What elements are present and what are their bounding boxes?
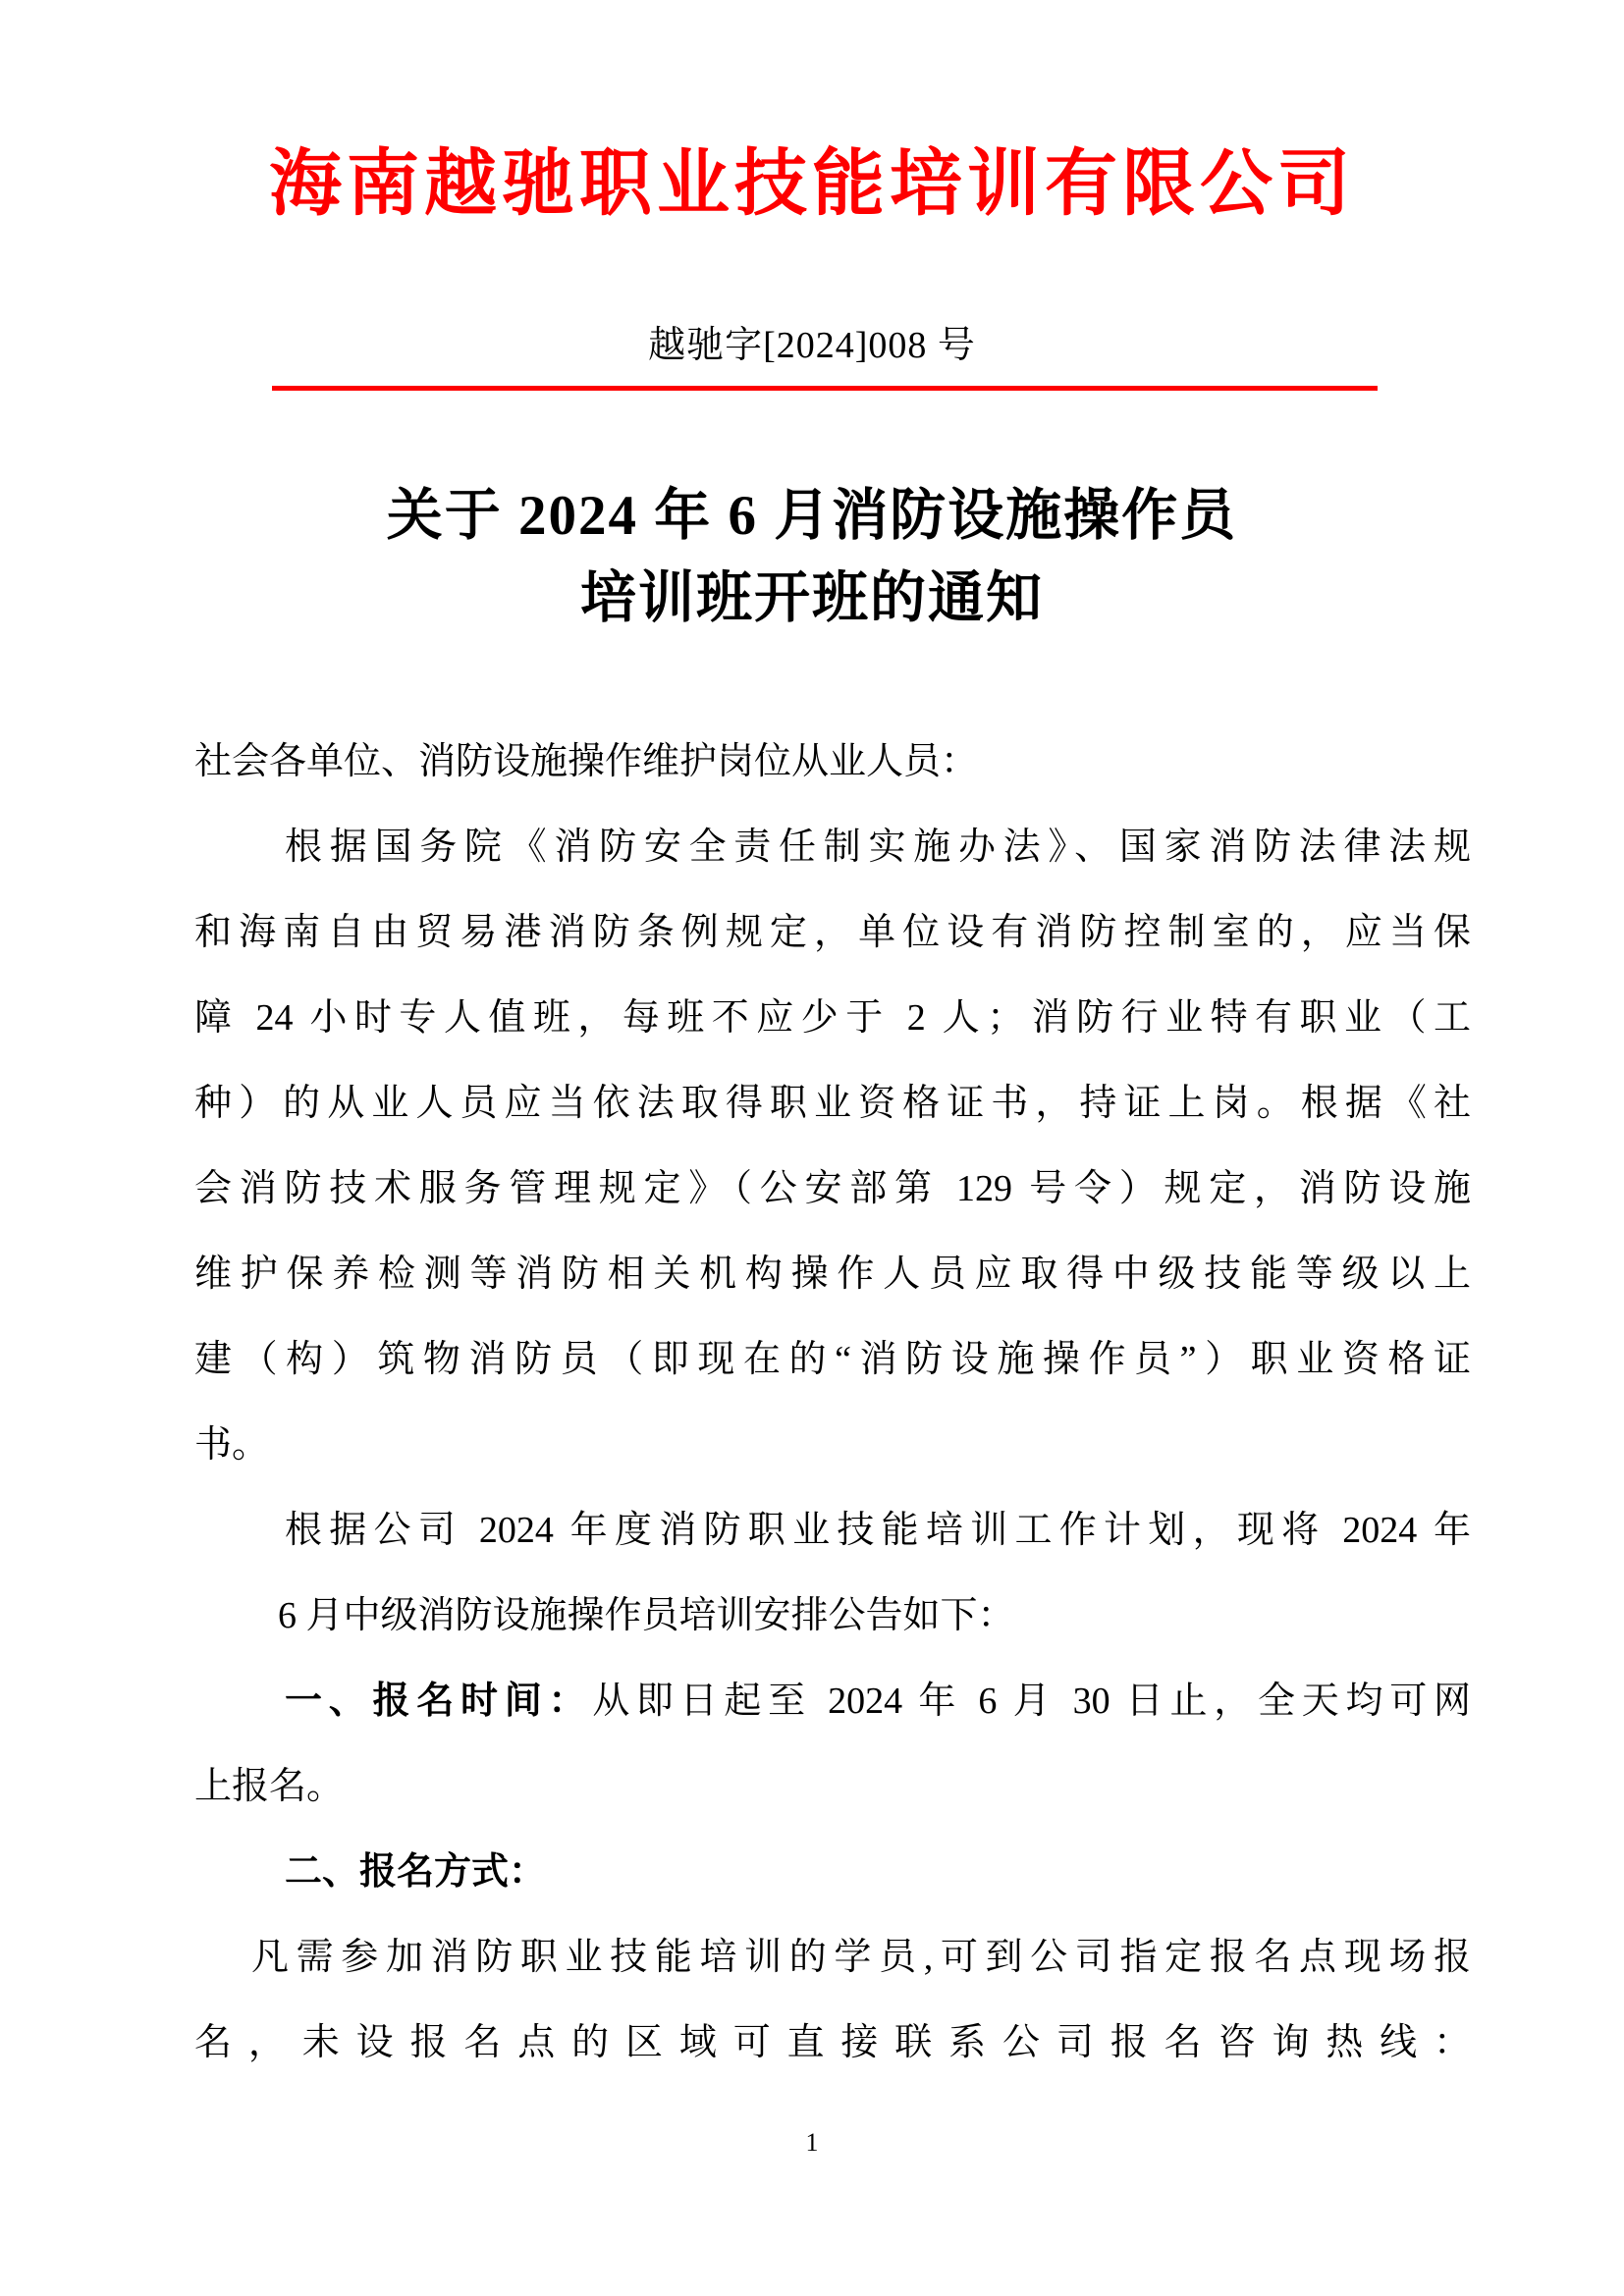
- body-line: [194, 1317, 1471, 1403]
- text-run: 会消防技术服务管理规定》（公安部第 129 号令）规定，消防设施: [194, 1168, 1471, 1209]
- body-line: [194, 1403, 1471, 1488]
- notice-title: [0, 475, 1624, 640]
- page-number: 1: [805, 2128, 819, 2157]
- text-run: 社会各单位、消防设施操作维护岗位从业人员：: [194, 741, 979, 782]
- text-run: 和海南自由贸易港消防条例规定，单位设有消防控制室的，应当保: [194, 912, 1471, 953]
- body-line: [194, 805, 1471, 890]
- text-run: 建（构）筑物消防员（即现在的“消防设施操作员”）职业资格证: [194, 1339, 1471, 1380]
- company-title: 海南越驰职业技能培训有限公司: [269, 144, 1355, 225]
- body-line: [194, 1744, 1471, 1830]
- text-run: 从即日起至 2024 年 6 月 30 日止，全天均可网: [592, 1681, 1471, 1722]
- body-line: [194, 1915, 1471, 2001]
- text-run: 维护保养检测等消防相关机构操作人员应取得中级技能等级以上: [194, 1254, 1471, 1295]
- body-line: [194, 1061, 1471, 1147]
- body-line: [194, 1574, 1471, 1659]
- document-number: 越驰字[2024]008 号: [648, 325, 976, 366]
- text-run: 障 24 小时专人值班，每班不应少于 2 人；消防行业特有职业（工: [194, 997, 1471, 1039]
- red-divider-rule: [272, 386, 1378, 391]
- body-line: [194, 2001, 1471, 2086]
- body-line: [194, 1659, 1471, 1744]
- notice-title-line1: 关于 2024 年 6 月消防设施操作员: [386, 485, 1238, 547]
- body-line: [194, 976, 1471, 1061]
- body-line: [194, 1830, 1471, 1915]
- text-run: 书。: [194, 1424, 270, 1466]
- text-run: 6 月中级消防设施操作员培训安排公告如下：: [278, 1595, 1015, 1636]
- body-line: [194, 1488, 1471, 1574]
- text-run: 根据国务院《消防安全责任制实施办法》、国家消防法律法规: [285, 827, 1471, 868]
- text-run: 根据公司 2024 年度消防职业技能培训工作计划，现将 2024 年: [285, 1510, 1471, 1551]
- body-line: [194, 890, 1471, 976]
- text-run: 名，未设报名点的区域可直接联系公司报名咨询热线：: [194, 2022, 1471, 2063]
- text-run: 凡需参加消防职业技能培训的学员,可到公司指定报名点现场报: [251, 1937, 1471, 1978]
- text-run: 上报名。: [194, 1766, 345, 1807]
- text-run: 种）的从业人员应当依法取得职业资格证书，持证上岗。根据《社: [194, 1083, 1471, 1124]
- document-body: [194, 720, 1471, 2086]
- body-line: [194, 1147, 1471, 1232]
- notice-title-line2: 培训班开班的通知: [580, 567, 1044, 629]
- body-line: [194, 1232, 1471, 1317]
- bold-text-run: 一、报名时间：: [285, 1681, 593, 1722]
- body-line: [194, 720, 1471, 805]
- bold-text-run: 二、报名方式：: [285, 1851, 547, 1893]
